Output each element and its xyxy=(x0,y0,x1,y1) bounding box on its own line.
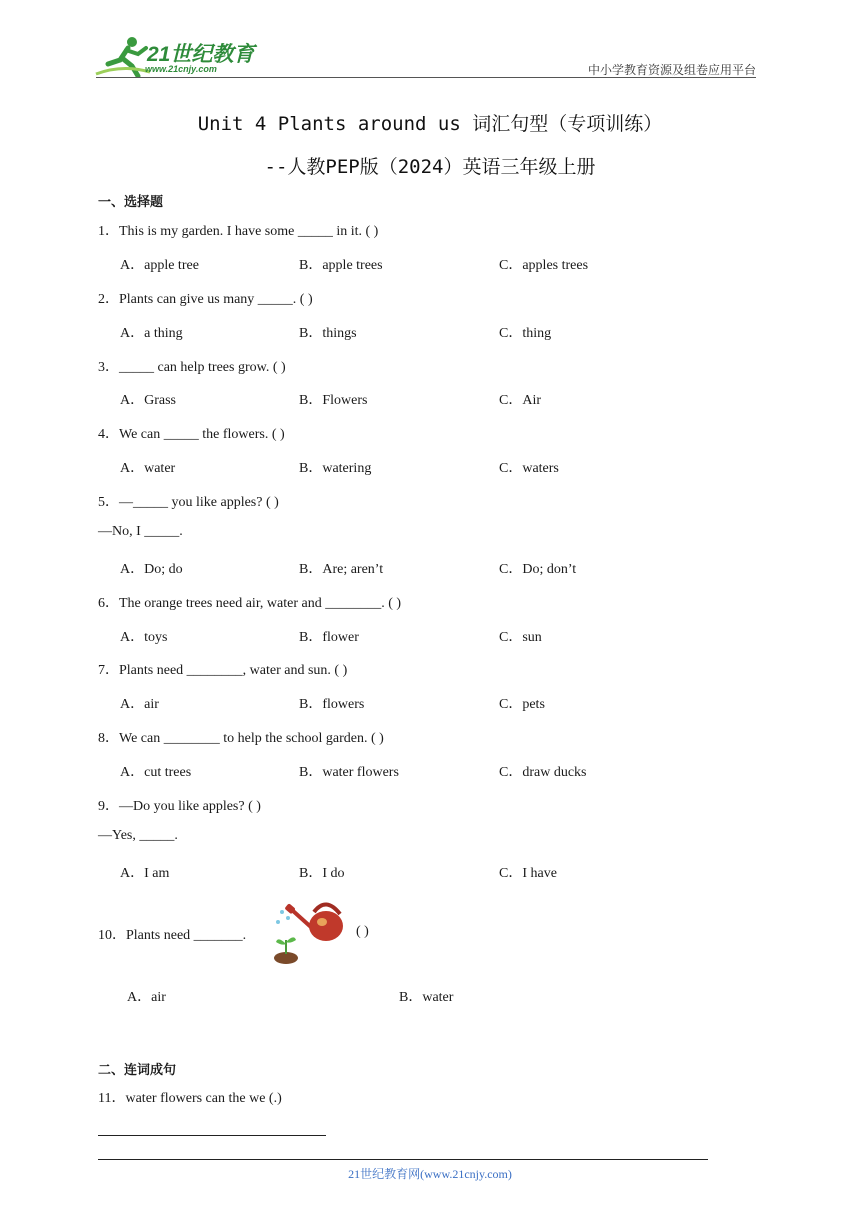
option-b[interactable]: B．watering xyxy=(299,461,372,476)
document-subtitle: --人教PEP版（2024）英语三年级上册 xyxy=(264,156,596,178)
question-stem-line2: —No, I _____. xyxy=(98,524,183,539)
option-a[interactable]: A．apple tree xyxy=(120,258,199,273)
answer-line[interactable] xyxy=(98,1135,326,1136)
question-stem: 1．This is my garden. I have some _____ in it. ( ) xyxy=(98,224,379,239)
option-c[interactable]: C．Air xyxy=(499,393,541,408)
option-b[interactable]: B．Flowers xyxy=(299,393,368,408)
option-c[interactable]: C．I have xyxy=(499,866,557,881)
option-a[interactable]: A．I am xyxy=(120,866,170,881)
option-c[interactable]: C．Do; don’t xyxy=(499,562,577,577)
watering-can-icon xyxy=(268,892,354,972)
question-stem: 3．_____ can help trees grow. ( ) xyxy=(98,360,286,375)
option-a[interactable]: A．air xyxy=(127,990,166,1005)
question-stem: 11．water flowers can the we (.) xyxy=(98,1091,282,1106)
option-b[interactable]: B．water xyxy=(399,990,454,1005)
runner-logo-icon xyxy=(92,34,152,78)
option-b[interactable]: B．flowers xyxy=(299,697,365,712)
option-b[interactable]: B．apple trees xyxy=(299,258,383,273)
question-stem: 10．Plants need _______. xyxy=(98,928,247,943)
option-c[interactable]: C．waters xyxy=(499,461,559,476)
option-a[interactable]: A．water xyxy=(120,461,176,476)
option-c[interactable]: C．draw ducks xyxy=(499,765,587,780)
section-heading-sentence: 二、连词成句 xyxy=(98,1063,177,1078)
question-stem: 4．We can _____ the flowers. ( ) xyxy=(98,427,285,442)
logo-text: 21世纪教育 xyxy=(147,43,255,66)
option-a[interactable]: A．toys xyxy=(120,630,168,645)
option-b[interactable]: B．I do xyxy=(299,866,345,881)
header-right-text: 中小学教育资源及组卷应用平台 xyxy=(587,63,756,77)
option-c[interactable]: C．sun xyxy=(499,630,542,645)
question-stem: 9．—Do you like apples? ( ) xyxy=(98,799,261,814)
option-c[interactable]: C．thing xyxy=(499,326,552,341)
question-stem: 7．Plants need ________, water and sun. ( ) xyxy=(98,663,348,678)
question-stem: 5．—_____ you like apples? ( ) xyxy=(98,495,279,510)
option-b[interactable]: B．things xyxy=(299,326,357,341)
question-stem: 2．Plants can give us many _____. ( ) xyxy=(98,292,313,307)
option-b[interactable]: B．Are; aren’t xyxy=(299,562,384,577)
logo-url: www.21cnjy.com xyxy=(145,64,217,74)
footer-text: 21世纪教育网(www.21cnjy.com) xyxy=(348,1167,512,1181)
option-c[interactable]: C．pets xyxy=(499,697,545,712)
section-heading-choice: 一、选择题 xyxy=(98,195,164,210)
option-a[interactable]: A．air xyxy=(120,697,159,712)
question-stem: 8．We can ________ to help the school garden. ( ) xyxy=(98,731,384,746)
option-c[interactable]: C．apples trees xyxy=(499,258,589,273)
answer-parentheses: ( ) xyxy=(356,924,369,939)
option-a[interactable]: A．Grass xyxy=(120,393,176,408)
document-title: Unit 4 Plants around us 词汇句型（专项训练） xyxy=(197,113,663,135)
question-stem: 6．The orange trees need air, water and ________. ( ) xyxy=(98,596,402,611)
option-a[interactable]: A．a thing xyxy=(120,326,183,341)
footer-divider xyxy=(98,1159,708,1160)
watering-can-illustration xyxy=(268,892,354,972)
question-stem-line2: —Yes, _____. xyxy=(98,828,178,843)
option-a[interactable]: A．cut trees xyxy=(120,765,192,780)
header-divider xyxy=(96,77,756,78)
option-b[interactable]: B．water flowers xyxy=(299,765,399,780)
option-a[interactable]: A．Do; do xyxy=(120,562,183,577)
option-b[interactable]: B．flower xyxy=(299,630,359,645)
